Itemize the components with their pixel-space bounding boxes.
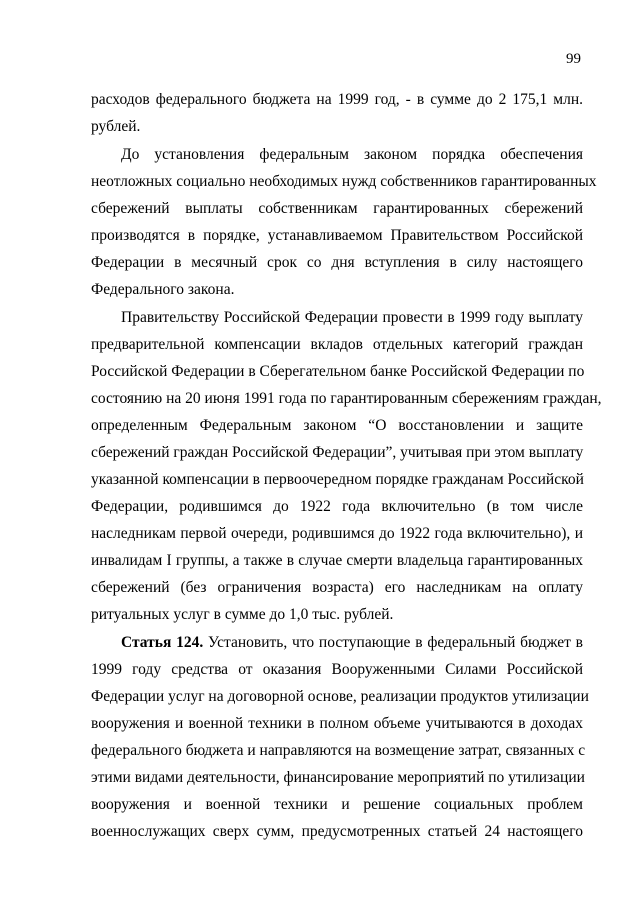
article-first-line — [121, 633, 583, 653]
text-line: Федерации, родившимся до 1922 года включительно (в том числе — [91, 498, 583, 515]
text-line: определенным Федеральным законом “О восстановлении и защите — [91, 417, 583, 434]
text-line: Федерации услуг на договорной основе, реализации продуктов утилизации — [91, 688, 589, 705]
page-number: 99 — [566, 51, 581, 67]
text-line: инвалидам I группы, а также в случае смерти владельца гарантированных — [91, 552, 583, 569]
text-line: 1999 году средства от оказания Вооруженными Силами Российской — [91, 661, 583, 678]
text-line: вооружения и военной техники и решение социальных проблем — [91, 796, 583, 813]
text-line: указанной компенсации в первоочередном порядке гражданам Российской — [91, 471, 584, 488]
text-line: состоянию на 20 июня 1991 года по гарантированным сбережениям граждан, — [91, 390, 602, 407]
text-line: производятся в порядке, устанавливаемом Правительством Российской — [91, 227, 583, 244]
text-line: Федерации в месячный срок со дня вступления в силу настоящего — [91, 254, 583, 271]
text-line: сбережений граждан Российской Федерации”, учитывая при этом выплату — [91, 444, 584, 461]
text-line: предварительной компенсации вкладов отдельных категорий граждан — [91, 336, 583, 353]
text-line: Правительству Российской Федерации провести в 1999 году выплату — [121, 309, 583, 326]
text-line: неотложных социально необходимых нужд собственников гарантированных — [91, 173, 597, 190]
text-line: федерального бюджета и направляются на возмещение затрат, связанных с — [91, 742, 586, 759]
text-line: рублей. — [91, 118, 141, 135]
text-line: вооружения и военной техники в полном объеме учитываются в доходах — [91, 715, 583, 732]
text-line: расходов федерального бюджета на 1999 год, - в сумме до 2 175,1 млн. — [91, 91, 583, 108]
text-line: наследникам первой очереди, родившимся до 1922 года включительно), и — [91, 525, 583, 542]
text-line: Российской Федерации в Сберегательном банке Российской Федерации по — [91, 363, 585, 380]
text-line: ритуальных услуг в сумме до 1,0 тыс. рублей. — [91, 606, 394, 623]
text-line: До установления федеральным законом порядка обеспечения — [121, 146, 583, 163]
text-line: военнослужащих сверх сумм, предусмотренных статьей 24 настоящего — [91, 823, 583, 840]
text-line: этими видами деятельности, финансирование мероприятий по утилизации — [91, 769, 585, 786]
text-line: сбережений (без ограничения возраста) его наследникам на оплату — [91, 579, 583, 596]
article-label: Статья 124. — [121, 634, 204, 651]
text-line: Федерального закона. — [91, 281, 235, 298]
article-first-line-text: Установить, что поступающие в федеральный бюджет в — [203, 634, 583, 651]
text-line: сбережений выплаты собственникам гарантированных сбережений — [91, 200, 583, 217]
